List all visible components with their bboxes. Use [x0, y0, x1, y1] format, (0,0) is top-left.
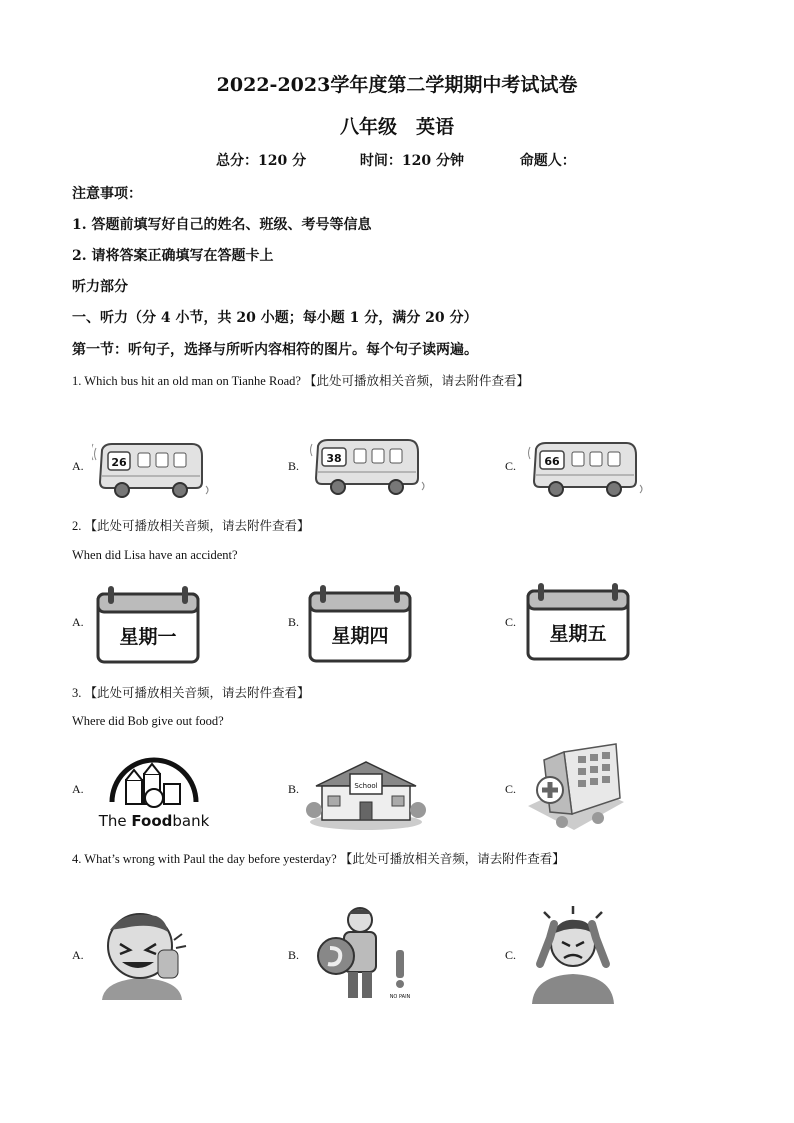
- question-2-lead: 2.: [72, 519, 82, 533]
- audio-note[interactable]: 【此处可播放相关音频，请去附件查看】: [339, 851, 565, 866]
- bus-image-b: [308, 434, 426, 500]
- question-4-lead: 4. What’s wrong with Paul the day before yesterday?: [72, 852, 337, 866]
- section-part: 一、听力（分 4 小节，共 20 小题；每小题 1 分，满分 20 分）: [72, 310, 478, 326]
- stomachache-image: [308, 904, 416, 1002]
- school-image: [306, 750, 426, 832]
- question-3-text: Where did Bob give out food?: [72, 714, 224, 728]
- section-name: 听力部分: [72, 279, 128, 295]
- note-item-2: 2. 请将答案正确填写在答题卡上: [72, 248, 274, 264]
- foodbank-caption-post: bank: [172, 812, 210, 830]
- option-label: A.: [72, 948, 84, 962]
- option-label: A.: [72, 459, 84, 473]
- exam-author: 命题人：: [519, 153, 576, 169]
- svg-text:The Foodbank: [98, 812, 210, 830]
- headache-image: [524, 904, 622, 1004]
- calendar-image-c: [524, 581, 634, 663]
- calendar-day: 星期四: [331, 625, 389, 647]
- calendar-day: 星期五: [549, 623, 607, 645]
- question-4: [72, 849, 565, 867]
- calendar-image-b: [306, 583, 416, 665]
- bus-image-a: [92, 438, 210, 502]
- option-label: C.: [505, 948, 517, 962]
- option-label: C.: [505, 459, 517, 473]
- question-2-text: When did Lisa have an accident?: [72, 548, 238, 562]
- school-sign: School: [354, 782, 378, 790]
- question-1-lead: 1. Which bus hit an old man on Tianhe Road?: [72, 374, 301, 388]
- foodbank-caption-bold: Food: [131, 812, 173, 830]
- option-label: A.: [72, 782, 84, 796]
- bus-number: 26: [111, 456, 127, 469]
- audio-note[interactable]: 【此处可播放相关音频，请去附件查看】: [304, 373, 530, 388]
- audio-note[interactable]: 【此处可播放相关音频，请去附件查看】: [84, 518, 310, 533]
- option-label: B.: [288, 948, 300, 962]
- question-3-lead: 3.: [72, 686, 82, 700]
- option-label: A.: [72, 615, 84, 629]
- question-3: [72, 683, 310, 701]
- toothache-image: [94, 904, 190, 1000]
- exam-title: 2022-2023学年度第二学期期中考试试卷: [216, 74, 578, 96]
- option-label: C.: [505, 615, 517, 629]
- bus-number: 66: [544, 455, 560, 468]
- exam-time: 时间：120 分钟: [359, 153, 464, 169]
- foodbank-image: [94, 752, 214, 832]
- foodbank-caption-pre: The: [98, 812, 132, 830]
- calendar-image-a: [94, 584, 204, 666]
- option-label: B.: [288, 459, 300, 473]
- calendar-day: 星期一: [119, 626, 177, 648]
- no-pain-sign: NO PAIN: [389, 994, 411, 1000]
- exam-meta: [216, 150, 576, 170]
- option-label: C.: [505, 782, 517, 796]
- note-item-1: 1. 答题前填写好自己的姓名、班级、考号等信息: [72, 217, 372, 233]
- audio-note[interactable]: 【此处可播放相关音频，请去附件查看】: [84, 685, 310, 700]
- exam-subtitle: 八年级 英语: [339, 116, 454, 138]
- option-label: B.: [288, 615, 300, 629]
- question-1: [72, 371, 529, 389]
- total-score: 总分：120 分: [216, 153, 307, 169]
- bus-image-c: [526, 437, 644, 501]
- notes-heading: 注意事项：: [72, 186, 142, 202]
- bus-number: 38: [326, 452, 342, 465]
- option-label: B.: [288, 782, 300, 796]
- section-subpart: 第一节：听句子，选择与所听内容相符的图片。每个句子读两遍。: [72, 342, 478, 358]
- question-2: [72, 516, 310, 534]
- hospital-image: [524, 742, 628, 834]
